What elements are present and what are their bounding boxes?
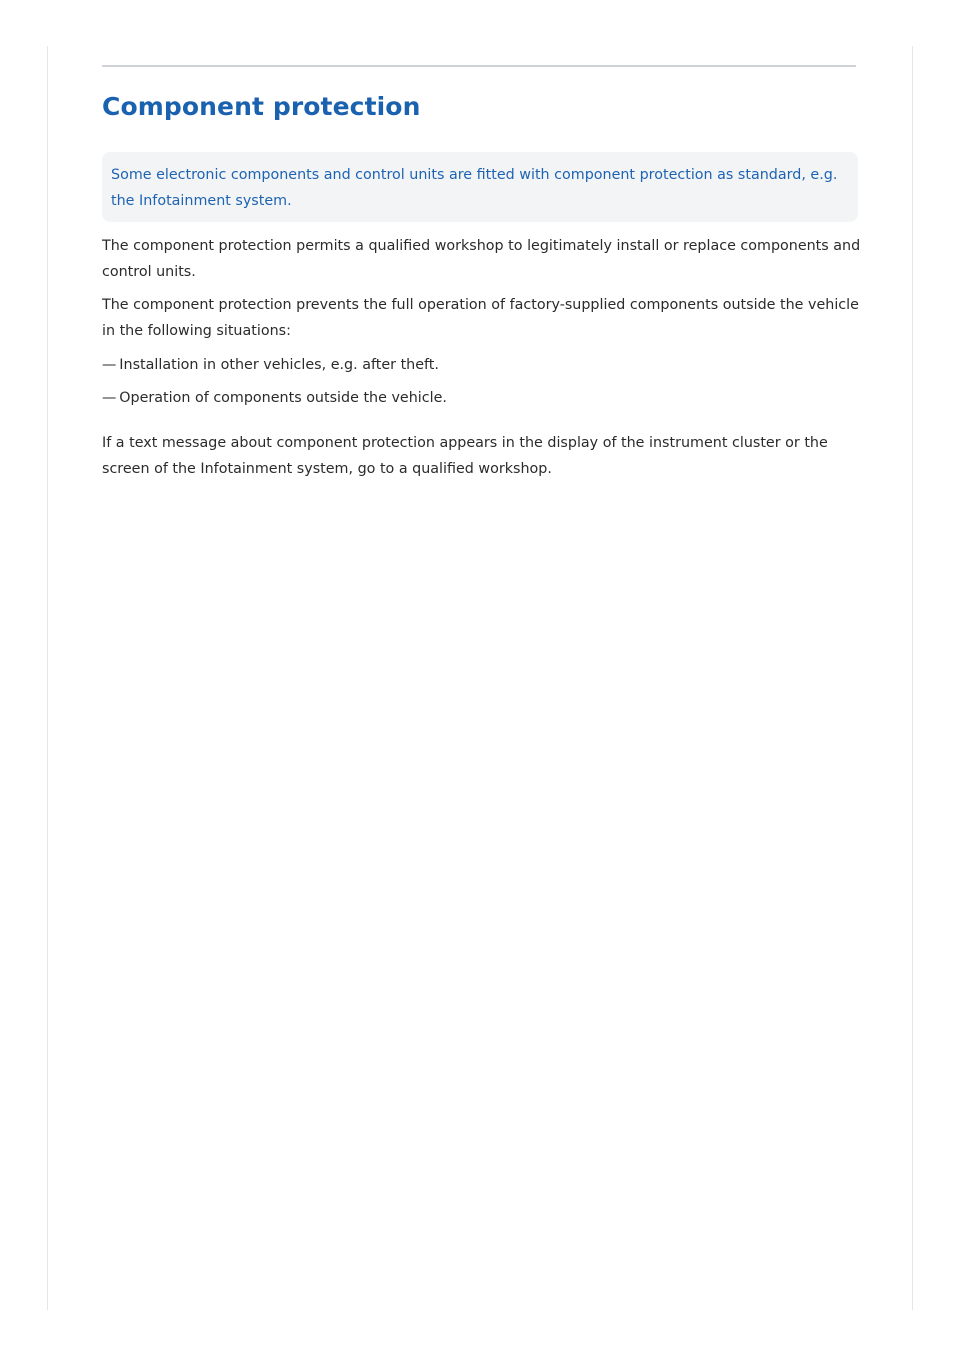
paragraph-permits: The component protection permits a qualified workshop to legitimately install or replace components and control units. <box>102 238 861 280</box>
note-box <box>102 152 858 222</box>
list-item <box>102 352 862 378</box>
list-item <box>102 385 862 411</box>
right-margin-line <box>912 46 913 1310</box>
paragraph-prevents: The component protection prevents the full operation of factory-supplied components outside the vehicle in the following situations: <box>102 297 859 339</box>
list-bullet: — <box>102 390 117 406</box>
page-title: Component protection <box>102 92 421 121</box>
list-item-text: Installation in other vehicles, e.g. after theft. <box>119 357 439 373</box>
list-item-text: Operation of components outside the vehicle. <box>119 390 447 406</box>
top-divider <box>102 65 856 67</box>
paragraph-text-message: If a text message about component protection appears in the display of the instrument cluster or the screen of the Infotainment system, go to a qualified workshop. <box>102 435 828 477</box>
left-margin-line <box>47 46 48 1310</box>
note-text: Some electronic components and control units are fitted with component protection as standard, e.g. the Infotainment system. <box>111 167 838 209</box>
list-bullet: — <box>102 357 117 373</box>
